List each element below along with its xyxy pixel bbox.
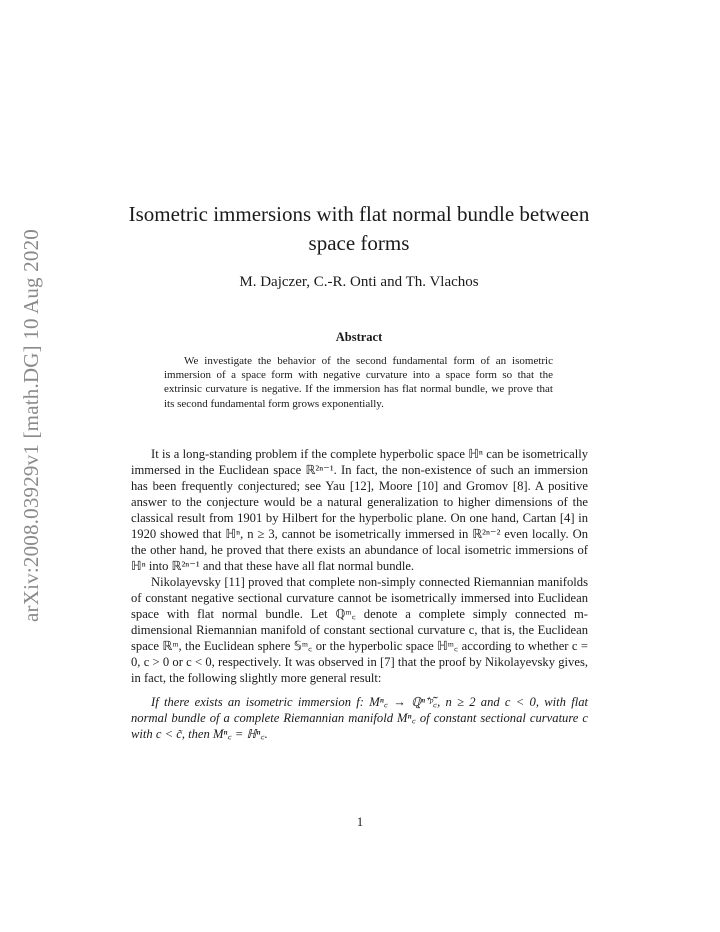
body-text [131,446,588,742]
abstract-text [164,354,553,411]
abstract-heading: Abstract [335,330,383,344]
abstract-text-body: We investigate the behavior of the second fundamental form of an isometric immersion of a space form with negative curvature into a space form so that the extrinsic curvature is negative. If the immersion has flat normal bundle, we prove that its second fundamental form grows exponentially. [164,355,553,410]
paragraph-1: It is a long-standing problem if the complete hyperbolic space ℍⁿ can be isometrically immersed in the Euclidean space ℝ²ⁿ⁻¹. In fact, the non-existence of such an immersion has been frequently conjectured; see Yau [12], Moore [10] and Gromov [8]. A positive answer to the conjecture would be a natural generalization to higher dimensions of the classical result from 1901 by Hilbert for the hyperbolic plane. On one hand, Cartan [4] in 1920 showed that ℍⁿ, n ≥ 3, cannot be isometrically immersed in ℝ²ⁿ⁻² even locally. On the other hand, he proved that there exists an abundance of local isometric immersions of ℍⁿ into ℝ²ⁿ⁻¹ and that these have all flat normal bundle. [131,447,588,573]
paper-title: Isometric immersions with flat normal bundle between space forms [128,202,590,255]
page-number: 1 [356,815,364,829]
theorem-statement: If there exists an isometric immersion f: Mⁿ꜀ → ℚⁿ⁺ᵖ꜀̃, n ≥ 2 and c < 0, with flat normal bundle of a complete Riemannian manifold Mⁿ꜀ of constant sectional curvature c with c < c̃, then Mⁿ꜀ = ℍⁿ꜀. [131,695,588,741]
paragraph-2: Nikolayevsky [11] proved that complete non-simply connected Riemannian manifolds of constant negative sectional curvature cannot be isometrically immersed into Euclidean space with flat normal bundle. Let ℚᵐ꜀ denote a complete simply connected m-dimensional Riemannian manifold of constant sectional curvature c, that is, the Euclidean space ℝᵐ, the Euclidean sphere 𝕊ᵐ꜀ or the hyperbolic space ℍᵐ꜀ according to whether c = 0, c > 0 or c < 0, respectively. It was observed in [7] that the proof by Nikolayevsky gives, in fact, the following slightly more general result: [131,575,588,685]
arxiv-identifier-text: arXiv:2008.03929v1 [math.DG] 10 Aug 2020 [18,228,43,622]
arxiv-identifier [18,200,44,650]
author-list: M. Dajczer, C.-R. Onti and Th. Vlachos [239,274,479,290]
